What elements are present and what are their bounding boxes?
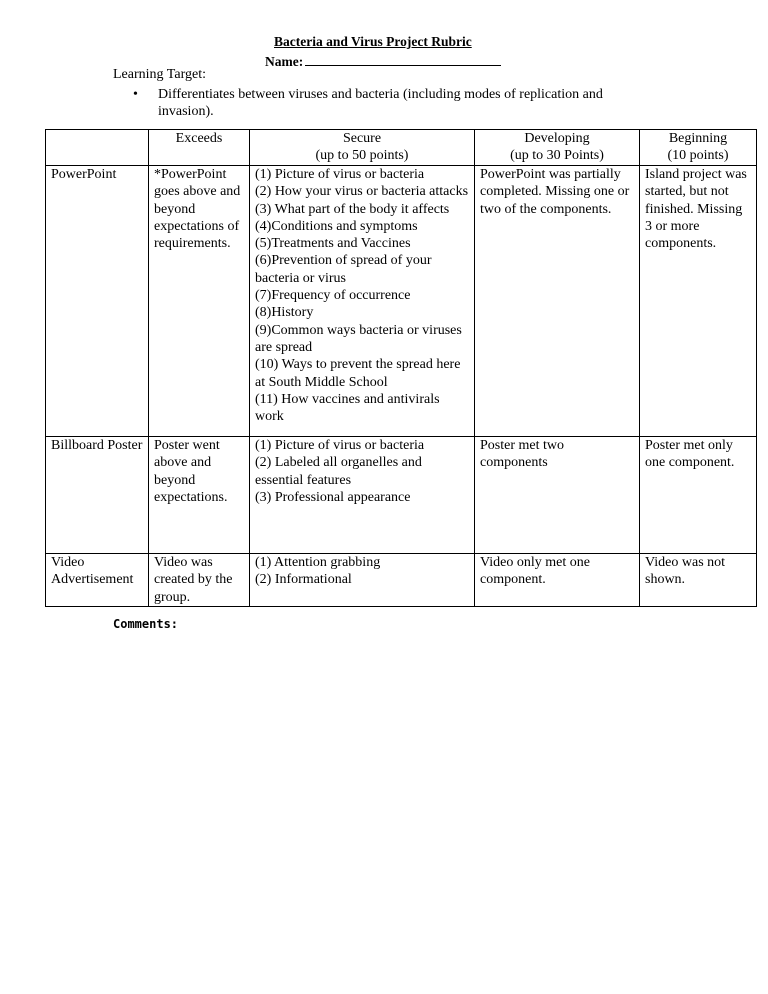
secure-item: (1) Picture of virus or bacteria [255,167,425,182]
secure-item: (3) Professional appearance [255,489,411,505]
category-cell: Billboard Poster [46,437,149,554]
header-row [46,130,757,166]
document-title: Bacteria and Virus Project Rubric [274,34,472,49]
exceeds-cell: Poster went above and beyond expectations. [149,437,250,554]
developing-cell: PowerPoint was partially completed. Missing one or two of the components. [475,166,640,437]
header-developing [475,130,640,166]
secure-cell [250,166,475,437]
beginning-cell: Video was not shown. [640,554,757,607]
secure-item: (5)Treatments and Vaccines [255,236,411,252]
table-row-video-advertisement [46,554,757,607]
header-secure-label: Secure [342,131,382,146]
exceeds-cell: *PowerPoint goes above and beyond expectations of requirements. [149,166,250,437]
secure-cell [250,554,475,607]
secure-item: (2) Informational [255,572,352,588]
rubric-table [45,129,757,607]
secure-item: (4)Conditions and symptoms [255,218,418,234]
header-secure [250,130,475,166]
exceeds-cell: Video was created by the group. [149,554,250,607]
developing-cell: Poster met two components [475,437,640,554]
header-developing-label: Developing [524,131,590,146]
name-field [265,51,501,70]
beginning-cell: Island project was started, but not finished. Missing 3 or more components. [640,166,757,437]
secure-item: (11) How vaccines and antivirals work [255,391,440,425]
header-secure-points: (up to 50 points) [315,148,409,164]
category-cell: PowerPoint [46,166,149,437]
comments-label: Comments: [113,617,179,631]
category-cell: Video Advertisement [46,554,149,607]
secure-cell [250,437,475,554]
name-blank-line[interactable] [305,51,501,66]
secure-item: (2) How your virus or bacteria attacks [255,184,469,200]
header-beginning-points: (10 points) [667,148,729,164]
name-label: Name: [265,54,304,69]
secure-item: (6)Prevention of spread of your bacteria or virus [255,253,432,286]
developing-cell: Video only met one component. [475,554,640,607]
header-exceeds [149,130,250,166]
header-beginning-label: Beginning [668,131,728,146]
secure-item: (9)Common ways bacteria or viruses are spread [255,322,462,355]
secure-item: (1) Picture of virus or bacteria [255,438,425,453]
learning-target-item [133,86,653,120]
secure-item: (7)Frequency of occurrence [255,288,411,304]
header-blank-cell [46,130,149,166]
beginning-cell: Poster met only one component. [640,437,757,554]
header-developing-points: (up to 30 Points) [510,148,604,164]
header-beginning [640,130,757,166]
secure-item: (8)History [255,305,314,321]
secure-item: (3) What part of the body it affects [255,201,450,217]
bullet-icon: • [133,87,138,102]
secure-item: (10) Ways to prevent the spread here at South Middle School [255,357,461,390]
table-row-powerpoint [46,166,757,437]
secure-item: (1) Attention grabbing [255,555,381,570]
table-row-billboard-poster [46,437,757,554]
learning-target-label: Learning Target: [113,67,206,82]
learning-target-text: Differentiates between viruses and bacteria (including modes of replication and invasion). [158,87,603,119]
secure-item: (2) Labeled all organelles and essential features [255,455,422,488]
header-exceeds-label: Exceeds [175,131,223,146]
